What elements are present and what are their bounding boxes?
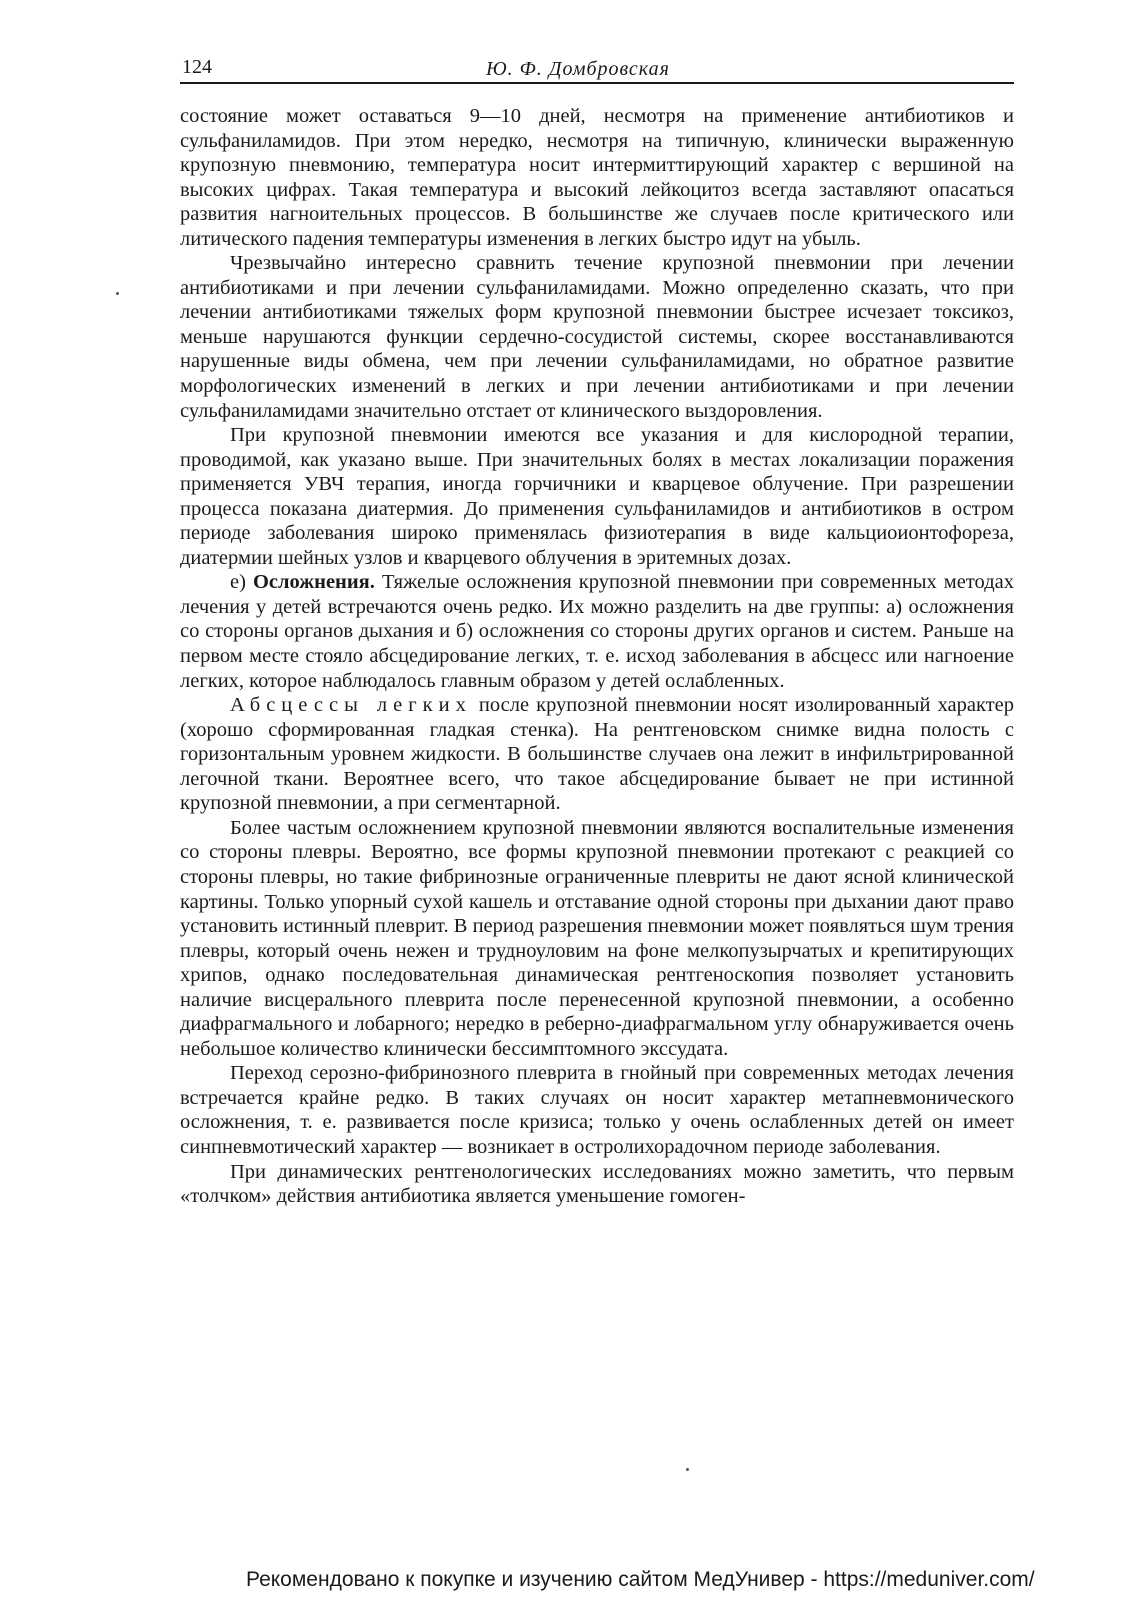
page-header [180, 56, 1014, 84]
spaced-term: Абсцессы легких [230, 694, 472, 717]
paragraph [180, 1160, 1014, 1209]
body-text [180, 104, 1014, 1209]
paragraph-text: Чрезвычайно интересно сравнить течение крупозной пневмонии при лечении антибиотиками и при лечении сульфаниламидами. Можно определенно сказать, что при лечении антибиотиками тяжелых форм крупозной пневмонии быстрее исчезает токсикоз, меньше нарушаются функции сердечно-сосудистой системы, скорее восстанавливаются нарушенные виды обмена, чем при лечении сульфаниламидами, но обратное развитие морфологических изменений в легких и при лечении антибиотиками и при лечении сульфаниламидами значительно отстает от клинического выздоровления. [180, 252, 1014, 422]
paragraph [180, 816, 1014, 1061]
paragraph-text: Более частым осложнением крупозной пневмонии являются воспалительные изменения со стороны плевры. Вероятно, все формы крупозной пневмонии протекают с реакцией со стороны плевры, но такие фибринозные ограниченные плевриты не дают ясной клинической картины. Только упорный сухой кашель и отставание одной стороны при дыхании дают право установить истинный плеврит. В период разрешения пневмонии может появляться шум трения плевры, который очень нежен и трудноуловим на фоне мелкопузырчатых и крепитирующих хрипов, однако последовательная динамическая рентгеноскопия позволяет установить наличие висцерального плеврита после перенесенной крупозной пневмонии, а особенно диафрагмального и лобарного; нередко в реберно-диафрагмальном углу обнаруживается очень небольшое количество клинически бессимптомного экссудата. [180, 816, 1014, 1060]
paragraph-text: При динамических рентгенологических исследованиях можно заметить, что первым «толчком» действия антибиотика является уменьшение гомоген- [180, 1160, 1014, 1208]
scan-speck [686, 1468, 689, 1471]
paragraph-text: Переход серозно-фибринозного плеврита в гнойный при современных методах лечения встречается крайне редко. В таких случаях он носит характер метапневмонического осложнения, т. е. развивается после кризиса; только у очень ослабленных детей он имеет синпневмотический характер — возникает в остролихорадочном периоде заболевания. [180, 1062, 1014, 1158]
paragraph-abscesses [180, 693, 1014, 816]
list-marker: е) [230, 571, 253, 594]
paragraph-text: При крупозной пневмонии имеются все указания и для кислородной терапии, проводимой, как указано выше. При значительных болях в местах локализации поражения применяется УВЧ терапия, иногда горчичники и кварцевое облучение. При разрешении процесса показана диатермия. До применения сульфаниламидов и антибиотиков в остром периоде заболевания широко применялась физиотерапия в виде кальциоионтофореза, диатермии шейных узлов и кварцевого облучения в эритемных дозах. [180, 424, 1014, 569]
paragraph [180, 1061, 1014, 1159]
footer-note: Рекомендовано к покупке и изучению сайтом МедУнивер - https://meduniver.com/ [246, 1568, 1035, 1591]
page-number: 124 [182, 56, 212, 78]
paragraph-continuation [180, 104, 1014, 251]
paragraph-complications [180, 570, 1014, 693]
scan-speck [116, 292, 119, 295]
running-head: Ю. Ф. Домбровская [486, 58, 670, 80]
section-run-in-heading: Осложнения. [252, 571, 375, 594]
paragraph [180, 423, 1014, 570]
paragraph-text: после крупозной пневмонии носят изолированный характер (хорошо сформированная гладкая стенка). На рентгеновском снимке видна полость с горизонтальным уровнем жидкости. В большинстве случаев она лежит в инфильтрированной легочной ткани. Вероятнее всего, что такое абсцедирование бывает не при истинной крупозной пневмонии, а при сегментарной. [180, 694, 1015, 815]
paragraph [180, 251, 1014, 423]
paragraph-text: состояние может оставаться 9—10 дней, несмотря на применение антибиотиков и сульфаниламидов. При этом нередко, несмотря на типичную, клинически выраженную крупозную пневмонию, температура носит интермиттирующий характер с вершиной на высоких цифрах. Такая температура и высокий лейкоцитоз всегда заставляют опасаться развития нагноительных процессов. В большинстве же случаев после критического или литического падения температуры изменения в легких быстро идут на убыль. [180, 105, 1014, 250]
paragraph-text: Тяжелые осложнения крупозной пневмонии при современных методах лечения у детей встречаются очень редко. Их можно разделить на две группы: а) осложнения со стороны органов дыхания и б) осложнения со стороны других органов и систем. Раньше на первом месте стояло абсцедирование легких, т. е. исход заболевания в абсцесс или нагноение легких, которое наблюдалось главным образом у детей ослабленных. [180, 571, 1014, 692]
